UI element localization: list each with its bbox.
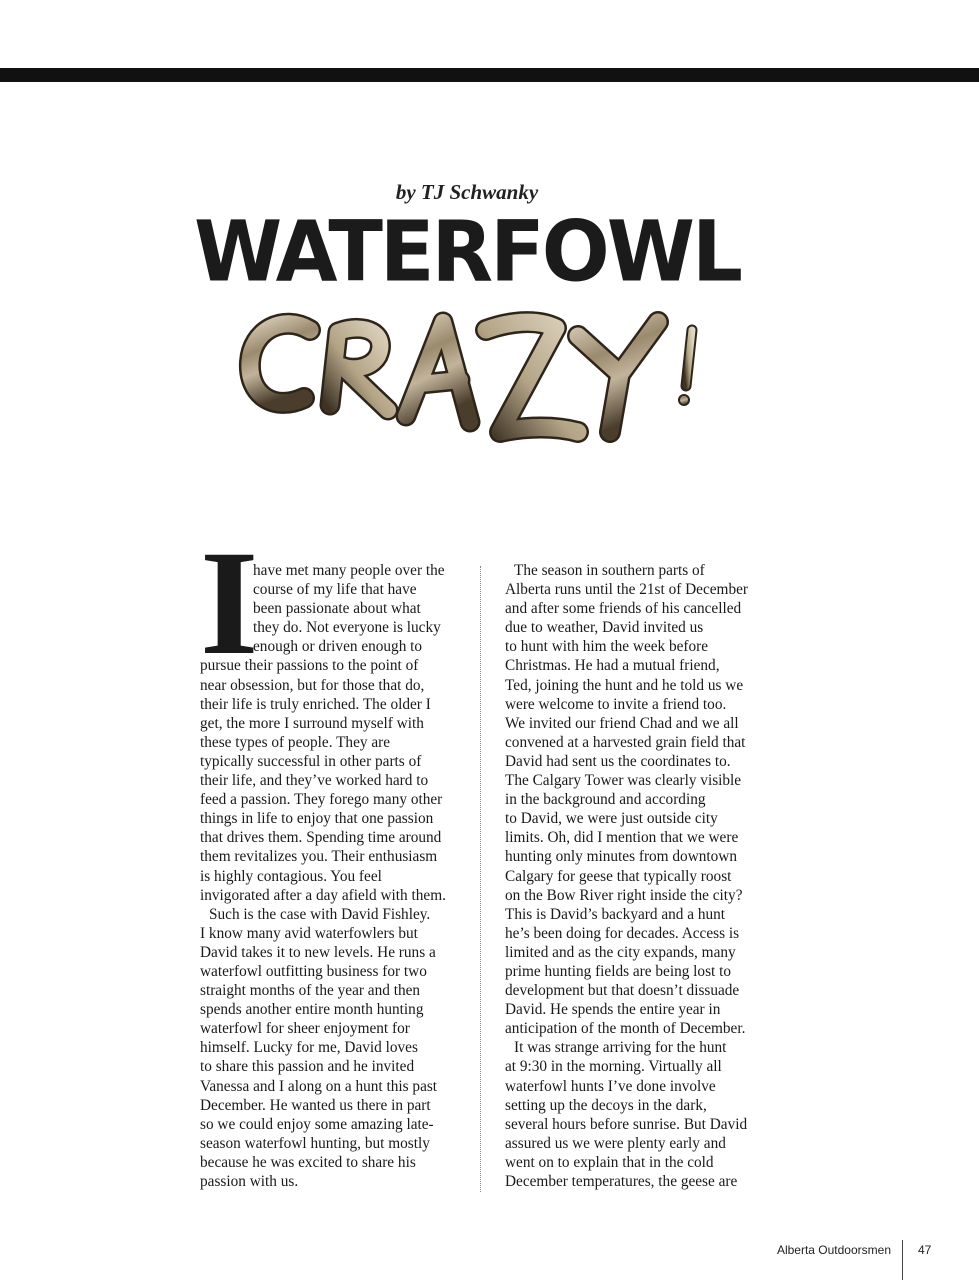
column-divider xyxy=(480,566,481,1192)
text-line: assured us we were plenty early and xyxy=(505,1134,726,1152)
text-line: they do. Not everyone is lucky xyxy=(253,619,441,637)
text-line: due to weather, David invited us xyxy=(505,619,704,637)
text-line: near obsession, but for those that do, xyxy=(200,676,425,694)
text-line: December. He wanted us there in part xyxy=(200,1096,431,1114)
text-line: I know many avid waterfowlers but xyxy=(200,924,418,942)
text-line: course of my life that have xyxy=(253,581,417,599)
text-line: spends another entire month hunting xyxy=(200,1001,424,1019)
left-column xyxy=(200,561,460,1191)
drop-cap: I xyxy=(200,520,259,686)
text-line: Such is the case with David Fishley. xyxy=(209,905,431,923)
text-line: to David, we were just outside city xyxy=(505,810,718,828)
text-line: limits. Oh, did I mention that we were xyxy=(505,829,739,847)
text-line: invigorated after a day afield with them. xyxy=(200,886,446,904)
text-line: at 9:30 in the morning. Virtually all xyxy=(505,1058,722,1076)
text-line: himself. Lucky for me, David loves xyxy=(200,1039,418,1057)
text-line: because he was excited to share his xyxy=(200,1153,416,1171)
text-line: The season in southern parts of xyxy=(514,562,705,579)
text-line: Vanessa and I along on a hunt this past xyxy=(200,1077,438,1095)
text-line: This is David’s backyard and a hunt xyxy=(505,905,726,923)
byline: by TJ Schwanky xyxy=(395,180,539,204)
text-line: their life, and they’ve worked hard to xyxy=(200,772,429,790)
text-line: have met many people over the xyxy=(253,562,445,579)
text-line: development but that doesn’t dissuade xyxy=(505,982,740,1000)
text-line: pursue their passions to the point of xyxy=(200,657,419,675)
text-line: limited and as the city expands, many xyxy=(505,943,736,961)
text-line: several hours before sunrise. But David xyxy=(505,1115,748,1133)
text-line: The Calgary Tower was clearly visible xyxy=(505,772,742,790)
text-line: in the background and according xyxy=(505,791,706,809)
text-line: to hunt with him the week before xyxy=(505,638,709,656)
text-line: he’s been doing for decades. Access is xyxy=(505,924,740,942)
text-line: David had sent us the coordinates to. xyxy=(505,752,731,770)
text-line: is highly contagious. You feel xyxy=(200,867,382,885)
right-column xyxy=(505,561,765,1191)
top-rule xyxy=(0,68,979,82)
text-line: hunting only minutes from downtown xyxy=(505,848,737,866)
text-line: enough or driven enough to xyxy=(253,638,423,656)
text-line: David. He spends the entire year in xyxy=(505,1001,721,1019)
text-line: these types of people. They are xyxy=(200,733,391,751)
text-line: convened at a harvested grain field that xyxy=(505,733,746,751)
text-line: that drives them. Spending time around xyxy=(200,829,442,847)
footer-publication: Alberta Outdoorsmen xyxy=(776,1243,891,1257)
text-line: season waterfowl hunting, but mostly xyxy=(200,1134,430,1152)
text-line: David takes it to new levels. He runs a xyxy=(200,943,436,961)
text-line: went on to explain that in the cold xyxy=(505,1153,714,1171)
text-line: typically successful in other parts of xyxy=(200,752,422,770)
text-line: passion with us. xyxy=(200,1173,299,1190)
text-line: setting up the decoys in the dark, xyxy=(505,1096,707,1114)
text-line: straight months of the year and then xyxy=(200,982,421,1000)
text-line: been passionate about what xyxy=(253,600,421,618)
text-line: Christmas. He had a mutual friend, xyxy=(505,657,720,675)
text-line: anticipation of the month of December. xyxy=(505,1020,746,1038)
text-line: Calgary for geese that typically roost xyxy=(505,867,732,885)
text-line: on the Bow River right inside the city? xyxy=(505,886,743,904)
text-line: get, the more I surround myself with xyxy=(200,714,424,732)
text-line: It was strange arriving for the hunt xyxy=(514,1039,727,1057)
footer-divider xyxy=(902,1240,903,1280)
text-line: Ted, joining the hunt and he told us we xyxy=(505,676,744,694)
title-crazy xyxy=(238,300,708,460)
text-line: prime hunting fields are being lost to xyxy=(505,962,732,980)
text-line: We invited our friend Chad and we all xyxy=(505,714,739,732)
text-line: their life is truly enriched. The older I xyxy=(200,695,431,713)
text-line: waterfowl hunts I’ve done involve xyxy=(505,1077,716,1095)
text-line: to share this passion and he invited xyxy=(200,1058,415,1076)
text-line: them revitalizes you. Their enthusiasm xyxy=(200,848,438,866)
text-line: so we could enjoy some amazing late- xyxy=(200,1115,434,1133)
text-line: December temperatures, the geese are xyxy=(505,1173,738,1190)
text-line: and after some friends of his cancelled xyxy=(505,600,742,618)
text-line: waterfowl outfitting business for two xyxy=(200,962,427,980)
page-number: 47 xyxy=(918,1243,932,1257)
text-line: things in life to enjoy that one passion xyxy=(200,810,434,828)
text-line: waterfowl for sheer enjoyment for xyxy=(200,1020,410,1038)
text-line: were welcome to invite a friend too. xyxy=(505,695,727,713)
title-main: WATERFOWL xyxy=(193,202,741,301)
text-line: feed a passion. They forego many other xyxy=(200,791,443,809)
text-line: Alberta runs until the 21st of December xyxy=(505,581,748,599)
